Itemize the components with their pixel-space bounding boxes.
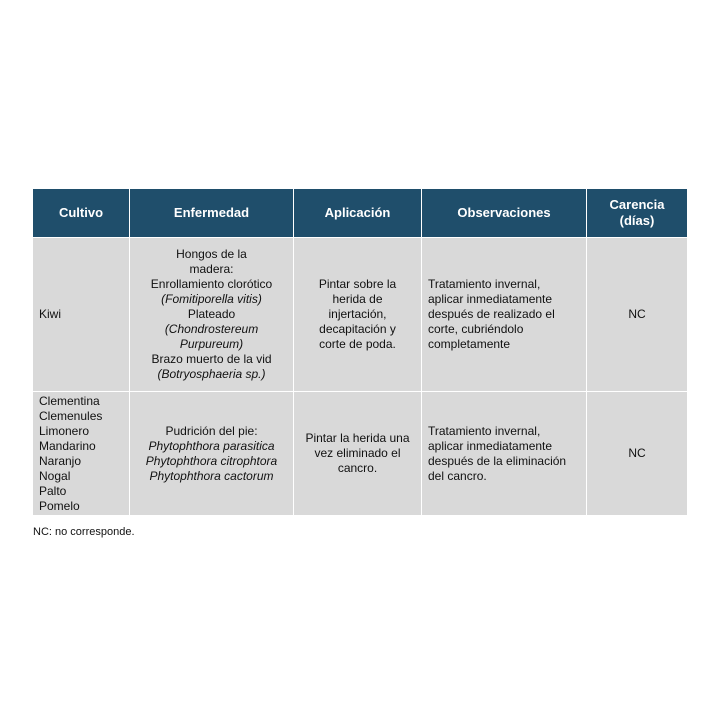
treatment-table [33,189,687,516]
enfermedad-line: Hongos de la [176,247,247,261]
aplicacion-line: vez eliminado el [314,446,401,460]
aplicacion-line: Pintar sobre la [318,277,397,291]
cultivo-item: Nogal [39,468,71,483]
observaciones-line: aplicar inmediatamente [428,438,553,453]
observaciones-line: del cancro. [428,468,487,483]
enfermedad-line: Brazo muerto de la vid [151,352,272,366]
enfermedad-species: (Fomitiporella vitis) [161,292,262,306]
cultivo-item: Pomelo [39,498,80,513]
enfermedad-species: Purpureum) [179,337,244,351]
aplicacion-line: Pintar la herida una [305,431,410,445]
aplicacion-line: corte de poda. [319,337,396,351]
enfermedad-line: Plateado [187,307,236,321]
cell-cultivo [33,392,130,516]
observaciones-line: Tratamiento invernal, [428,277,541,291]
cell-aplicacion [294,238,422,392]
enfermedad-species: (Chondrostereum [164,322,259,336]
cultivo-item: Naranjo [39,453,82,468]
header-enfermedad: Enfermedad [130,189,294,238]
enfermedad-line: madera: [189,262,234,276]
cultivo-item: Limonero [39,423,90,438]
cell-aplicacion [294,392,422,516]
table-row [33,238,687,392]
table-row [33,392,687,516]
aplicacion-line: decapitación y [319,322,396,336]
aplicacion-line: injertación, [328,307,387,321]
cell-observaciones [422,392,587,516]
cultivo-item: Palto [39,483,67,498]
cell-carencia: NC [587,238,687,392]
enfermedad-species: (Botryosphaeria sp.) [157,367,266,381]
enfermedad-species: Phytophthora parasitica [148,438,275,453]
enfermedad-line: Enrollamiento clorótico [150,277,273,291]
header-cultivo: Cultivo [33,189,130,238]
enfermedad-species: Phytophthora citrophtora [145,453,278,468]
cell-enfermedad [130,392,294,516]
cell-observaciones [422,238,587,392]
header-aplicacion: Aplicación [294,189,422,238]
cultivo-item: Kiwi [39,307,62,321]
enfermedad-line: Pudrición del pie: [165,423,258,438]
table-footnote: NC: no corresponde. [33,526,135,538]
header-observaciones: Observaciones [422,189,587,238]
observaciones-line: aplicar inmediatamente [428,292,553,306]
cell-cultivo [33,238,130,392]
cultivo-item: Clemenules [39,408,103,423]
observaciones-line: después de la eliminación [428,453,567,468]
aplicacion-line: herida de [332,292,383,306]
observaciones-line: completamente [428,337,511,351]
header-row [33,189,687,238]
aplicacion-line: cancro. [337,461,378,475]
cell-carencia: NC [587,392,687,516]
cultivo-item: Clementina [39,393,100,408]
cultivo-item: Mandarino [39,438,96,453]
observaciones-line: Tratamiento invernal, [428,423,541,438]
enfermedad-species: Phytophthora cactorum [149,468,274,483]
header-carencia [587,189,687,238]
observaciones-line: después de realizado el [428,307,555,321]
cell-enfermedad [130,238,294,392]
header-carencia-label: Carencia (días) [609,197,665,228]
observaciones-line: corte, cubriéndolo [428,322,524,336]
